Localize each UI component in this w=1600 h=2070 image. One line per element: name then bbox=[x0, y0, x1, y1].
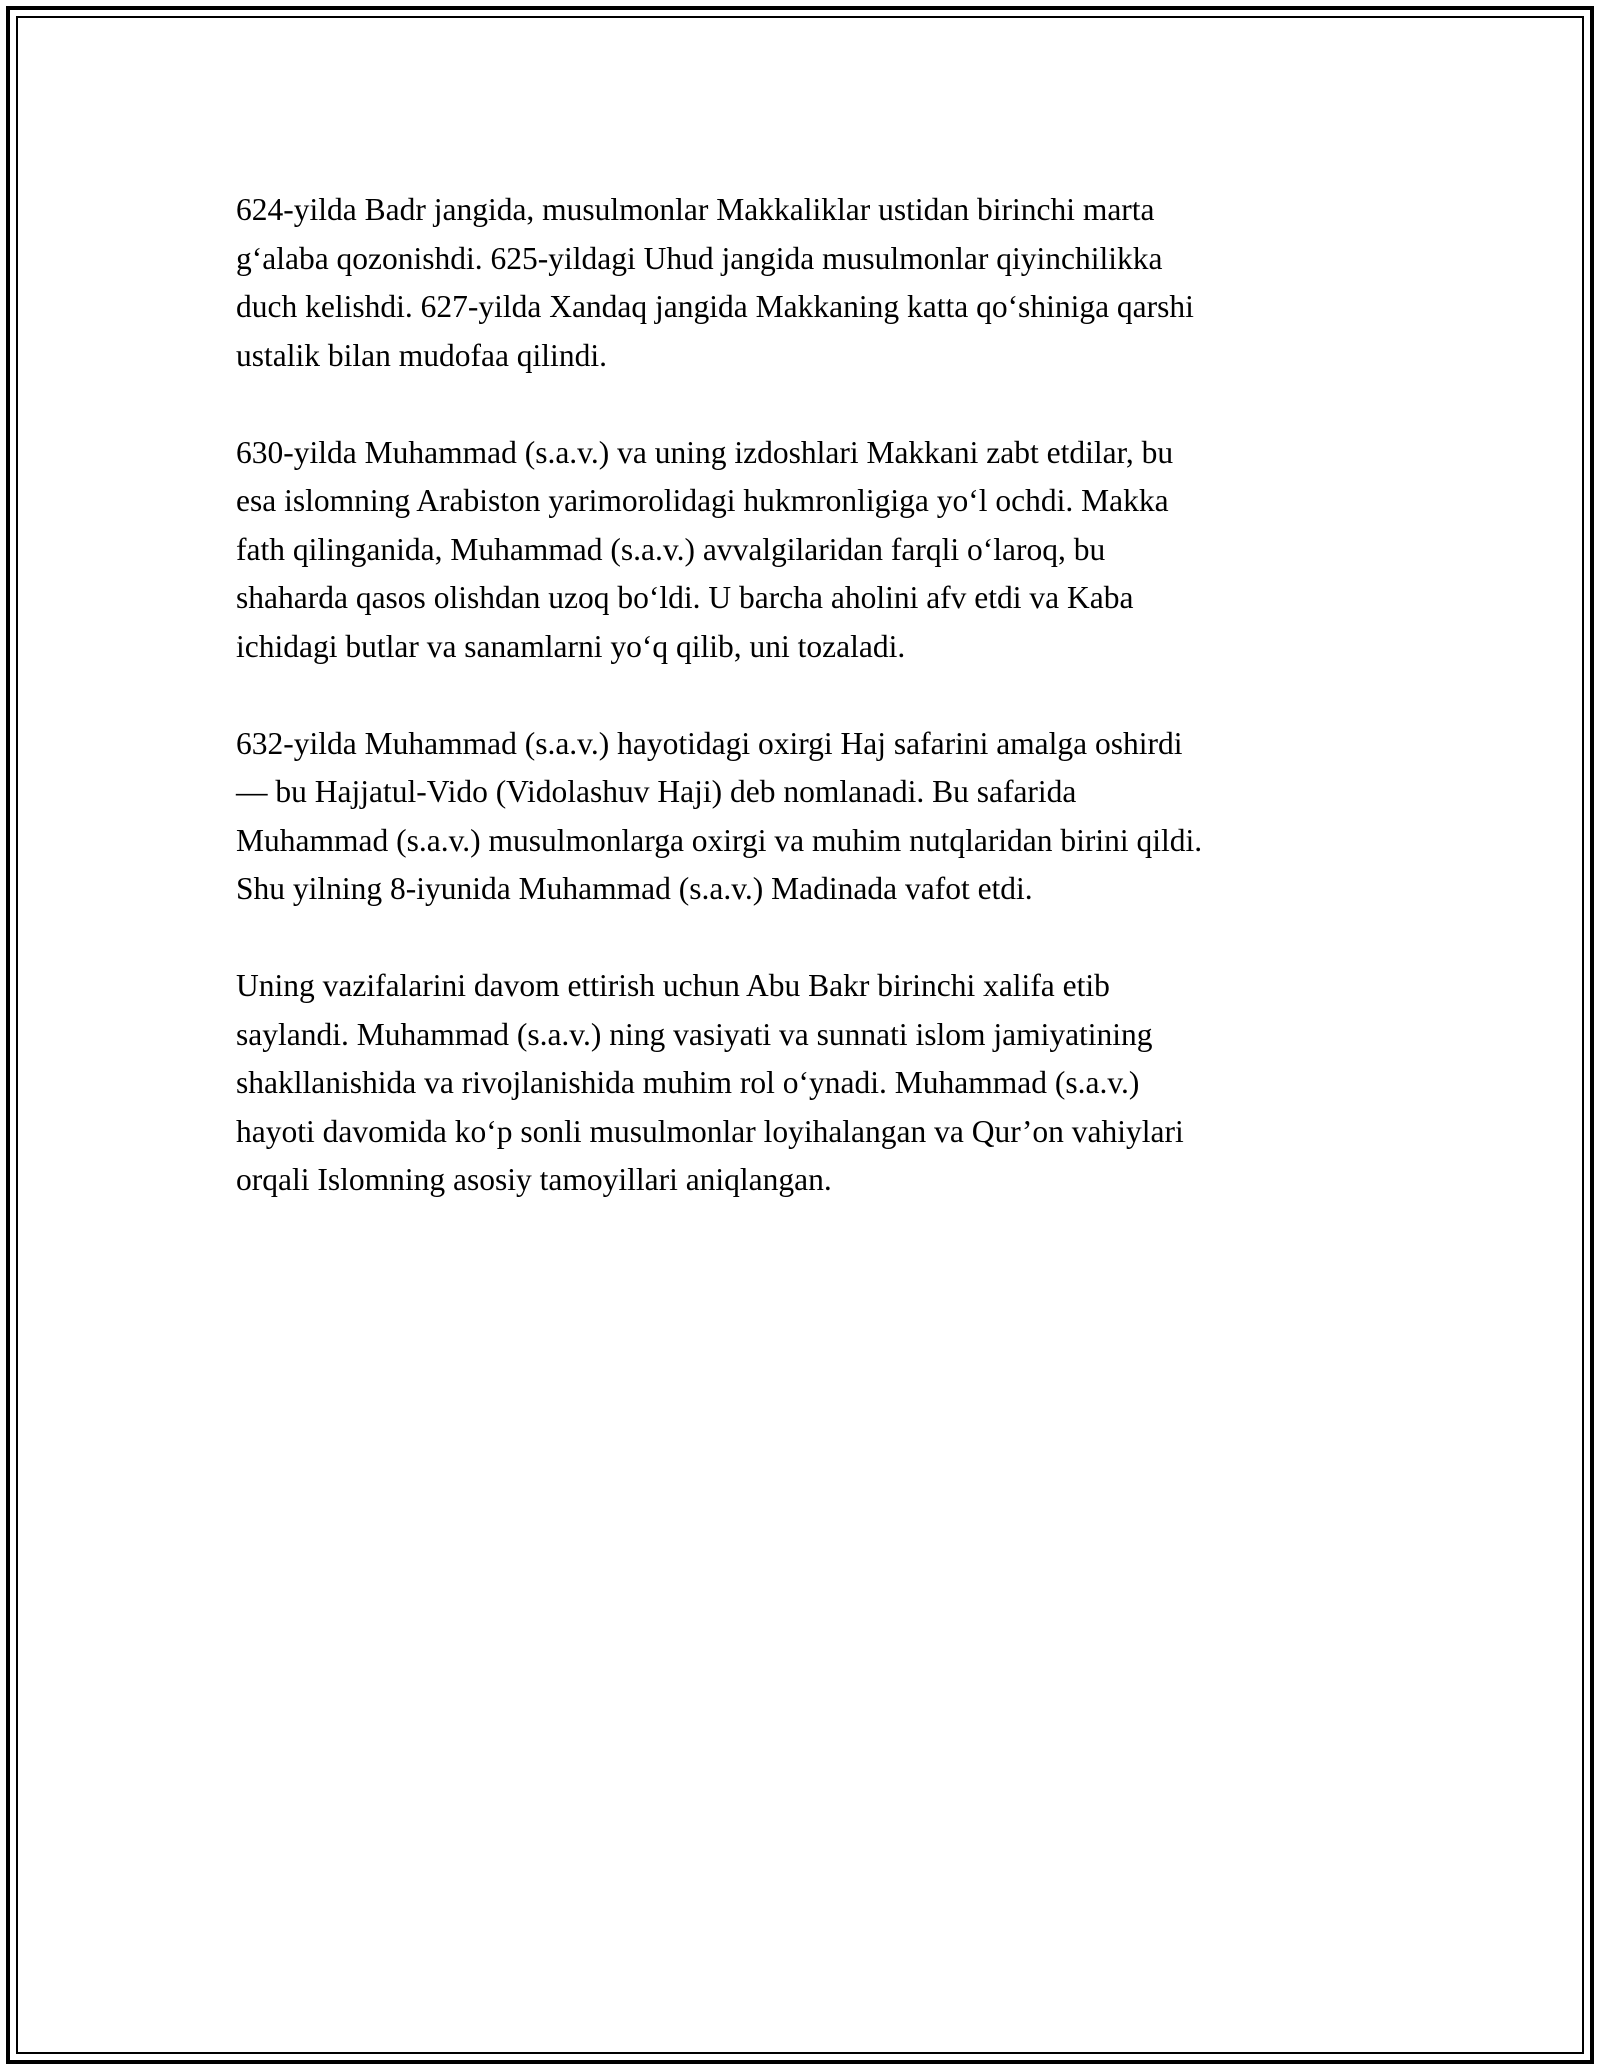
paragraph-2 bbox=[236, 429, 1376, 672]
document-body bbox=[236, 186, 1376, 1253]
text-line: 624-yilda Badr jangida, musulmonlar Makkaliklar ustidan birinchi marta bbox=[236, 192, 1155, 227]
text-line: shaharda qasos olishdan uzoq bo‘ldi. U barcha aholini afv etdi va Kaba bbox=[236, 580, 1134, 615]
paragraph-1 bbox=[236, 186, 1376, 380]
text-line: Muhammad (s.a.v.) musulmonlarga oxirgi va muhim nutqlaridan birini qildi. bbox=[236, 822, 1203, 858]
text-line: orqali Islomning asosiy tamoyillari aniqlangan. bbox=[236, 1162, 832, 1197]
text-line: saylandi. Muhammad (s.a.v.) ning vasiyati va sunnati islom jamiyatining bbox=[236, 1016, 1153, 1052]
text-line: ichidagi butlar va sanamlarni yo‘q qilib, uni tozaladi. bbox=[236, 628, 906, 664]
text-line: — bu Hajjatul-Vido (Vidolashuv Haji) deb nomlanadi. Bu safarida bbox=[236, 774, 1077, 809]
text-line: hayoti davomida ko‘p sonli musulmonlar loyihalangan va Qur’on vahiylari bbox=[236, 1113, 1184, 1149]
text-line: 632-yilda Muhammad (s.a.v.) hayotidagi oxirgi Haj safarini amalga oshirdi bbox=[236, 725, 1183, 761]
text-line: ustalik bilan mudofaa qilindi. bbox=[236, 337, 607, 373]
text-line: fath qilinganida, Muhammad (s.a.v.) avvalgilaridan farqli o‘laroq, bu bbox=[236, 531, 1106, 567]
text-line: shakllanishida va rivojlanishida muhim rol o‘ynadi. Muhammad (s.a.v.) bbox=[236, 1065, 1140, 1100]
text-line: Uning vazifalarini davom ettirish uchun Abu Bakr birinchi xalifa etib bbox=[236, 968, 1110, 1003]
text-line: esa islomning Arabiston yarimorolidagi hukmronligiga yo‘l ochdi. Makka bbox=[236, 483, 1169, 518]
text-line: 630-yilda Muhammad (s.a.v.) va uning izdoshlari Makkani zabt etdilar, bu bbox=[236, 434, 1174, 470]
paragraph-3 bbox=[236, 720, 1376, 914]
text-line: Shu yilning 8-iyunida Muhammad (s.a.v.) Madinada vafot etdi. bbox=[236, 871, 1033, 906]
paragraph-4 bbox=[236, 962, 1376, 1205]
text-line: g‘alaba qozonishdi. 625-yildagi Uhud jangida musulmonlar qiyinchilikka bbox=[236, 240, 1163, 276]
text-line: duch kelishdi. 627-yilda Xandaq jangida Makkaning katta qo‘shiniga qarshi bbox=[236, 289, 1194, 324]
